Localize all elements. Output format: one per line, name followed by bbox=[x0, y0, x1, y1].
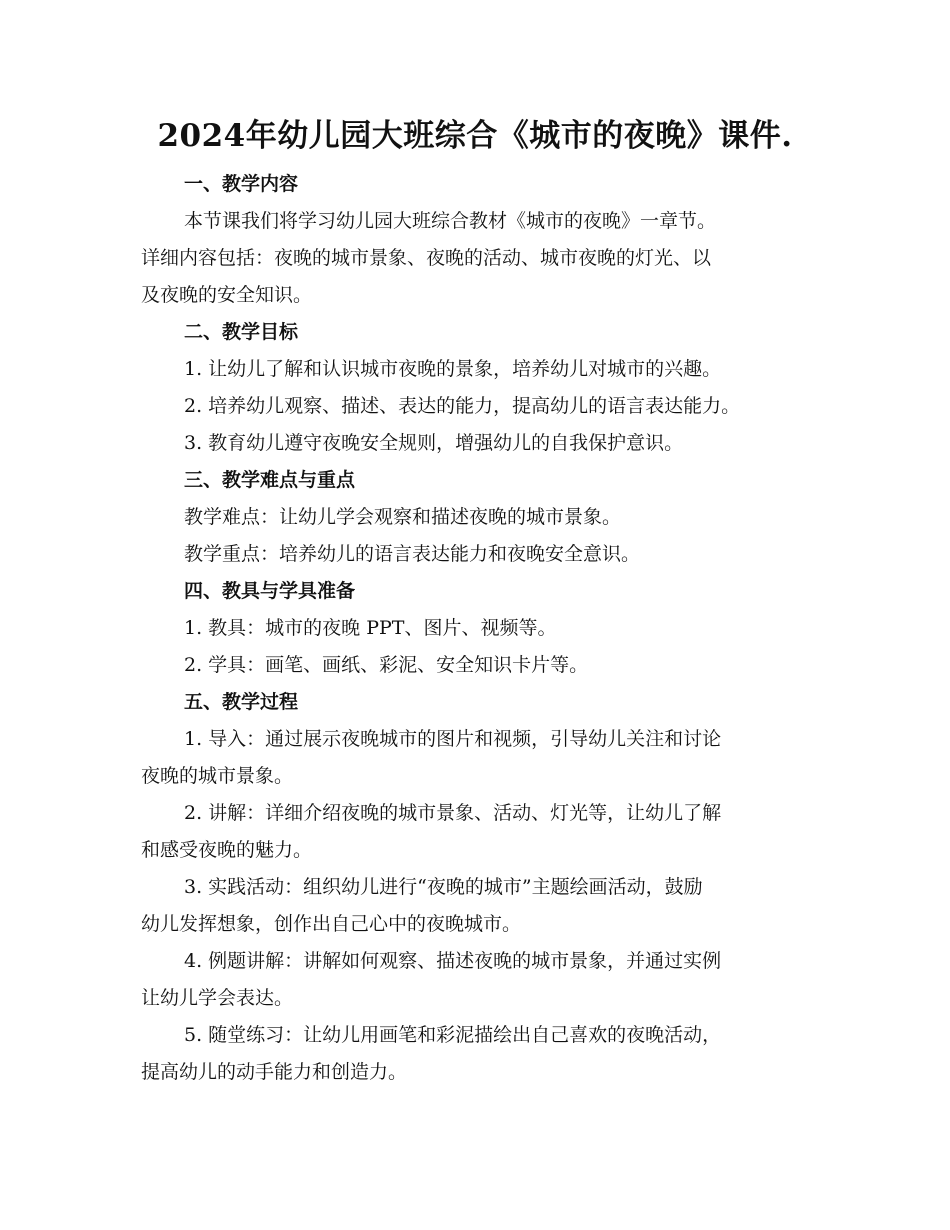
paragraph-line: 详细内容包括：夜晚的城市景象、夜晚的活动、城市夜晚的灯光、以 bbox=[141, 247, 712, 269]
step-line: 提高幼儿的动手能力和创造力。 bbox=[141, 1061, 408, 1083]
paragraph-line: 及夜晚的安全知识。 bbox=[141, 284, 313, 306]
step-line: 1. 导入：通过展示夜晚城市的图片和视频，引导幼儿关注和讨论 bbox=[184, 728, 722, 750]
section-heading: 一、教学内容 bbox=[184, 173, 299, 195]
paragraph-line: 本节课我们将学习幼儿园大班综合教材《城市的夜晚》一章节。 bbox=[184, 210, 717, 232]
section-heading: 五、教学过程 bbox=[184, 691, 299, 713]
step-line: 夜晚的城市景象。 bbox=[141, 765, 294, 787]
step-line: 幼儿发挥想象，创作出自己心中的夜晚城市。 bbox=[141, 913, 522, 935]
list-item: 1. 教具：城市的夜晚 PPT、图片、视频等。 bbox=[184, 617, 557, 639]
step-line: 2. 讲解：详细介绍夜晚的城市景象、活动、灯光等，让幼儿了解 bbox=[184, 802, 722, 824]
list-item: 2. 培养幼儿观察、描述、表达的能力，提高幼儿的语言表达能力。 bbox=[184, 395, 741, 417]
step-line: 让幼儿学会表达。 bbox=[141, 987, 294, 1009]
step-line: 4. 例题讲解：讲解如何观察、描述夜晚的城市景象，并通过实例 bbox=[184, 950, 722, 972]
section-heading: 三、教学难点与重点 bbox=[184, 469, 356, 491]
list-item: 教学难点：让幼儿学会观察和描述夜晚的城市景象。 bbox=[184, 506, 622, 528]
section-heading: 二、教学目标 bbox=[184, 321, 299, 343]
list-item: 2. 学具：画笔、画纸、彩泥、安全知识卡片等。 bbox=[184, 654, 589, 676]
document-body bbox=[141, 166, 821, 1091]
step-line: 和感受夜晚的魅力。 bbox=[141, 839, 313, 861]
list-item: 教学重点：培养幼儿的语言表达能力和夜晚安全意识。 bbox=[184, 543, 641, 565]
list-item: 1. 让幼儿了解和认识城市夜晚的景象，培养幼儿对城市的兴趣。 bbox=[184, 358, 722, 380]
section-heading: 四、教具与学具准备 bbox=[184, 580, 356, 602]
step-line: 3. 实践活动：组织幼儿进行“夜晚的城市”主题绘画活动，鼓励 bbox=[184, 876, 703, 898]
step-line: 5. 随堂练习：让幼儿用画笔和彩泥描绘出自己喜欢的夜晚活动， bbox=[184, 1024, 722, 1046]
list-item: 3. 教育幼儿遵守夜晚安全规则，增强幼儿的自我保护意识。 bbox=[184, 432, 684, 454]
document-title: 2024年幼儿园大班综合《城市的夜晚》课件. bbox=[157, 118, 793, 154]
